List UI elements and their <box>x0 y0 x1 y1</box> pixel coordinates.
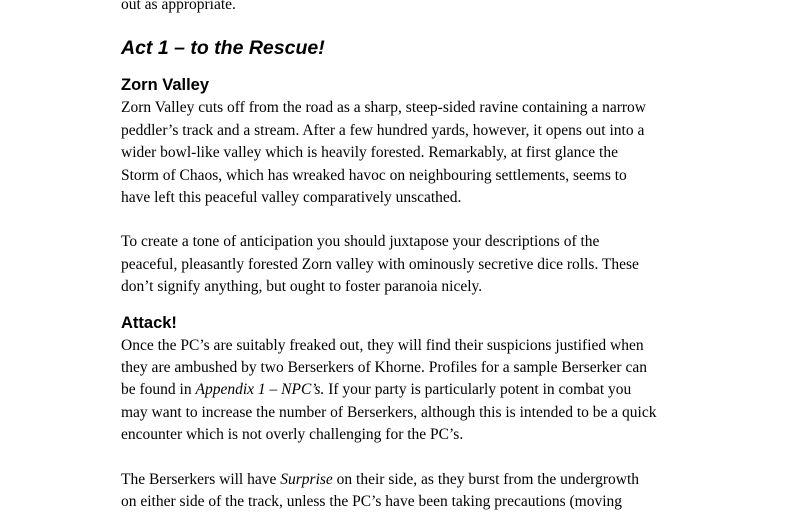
text-line: encounter which is not overly challenging for the PC’s. <box>121 426 464 444</box>
attack-paragraph-1 <box>121 335 721 447</box>
surprise-term: Surprise <box>280 470 333 488</box>
text-line: peddler’s track and a stream. After a few hundred yards, however, it opens out into a <box>121 121 645 139</box>
text-line: Zorn Valley cuts off from the road as a sharp, steep-sided ravine containing a narrow <box>121 99 646 117</box>
zorn-valley-paragraph-1 <box>121 97 721 209</box>
section-heading-attack: Attack! <box>121 313 177 332</box>
intro-text <box>121 0 721 16</box>
text-line: on either side of the track, unless the PC’s have been taking precautions (moving <box>121 493 623 511</box>
text-line: they are ambushed by two Berserkers of Khorne. Profiles for a sample Berserker can <box>121 359 647 377</box>
zorn-valley-paragraph-2 <box>121 231 721 298</box>
appendix-reference: Appendix 1 – NPC’s. <box>195 381 325 399</box>
text-line: have left this peaceful valley comparatively unscathed. <box>121 189 462 207</box>
text-line: wider bowl-like valley which is heavily forested. Remarkably, at first glance the <box>121 144 618 162</box>
text-line: To create a tone of anticipation you should juxtapose your descriptions of the <box>121 233 600 251</box>
text-run: The Berserkers will have <box>121 470 281 488</box>
text-line: may want to increase the number of Berserkers, although this is intended to be a quick <box>121 403 657 421</box>
text-run: be found in <box>121 381 196 399</box>
text-run: on their side, as they burst from the undergrowth <box>332 470 640 488</box>
text-run: If your party is particularly potent in combat you <box>324 381 632 399</box>
text-line <box>121 379 721 401</box>
text-line: Storm of Chaos, which has wreaked havoc on neighbouring settlements, seems to <box>121 166 627 184</box>
text-line <box>121 469 721 491</box>
act-title: Act 1 – to the Rescue! <box>121 37 325 60</box>
text-line: peaceful, pleasantly forested Zorn valley with ominously secretive dice rolls. These <box>121 255 639 273</box>
text-line: Once the PC’s are suitably freaked out, they will find their suspicions justified when <box>121 336 644 354</box>
section-heading-zorn-valley: Zorn Valley <box>121 76 210 95</box>
text-line: don’t signify anything, but ought to foster paranoia nicely. <box>121 278 483 296</box>
intro-line: out as appropriate. <box>121 0 236 13</box>
document-content <box>121 0 721 514</box>
attack-paragraph-2 <box>121 469 721 514</box>
